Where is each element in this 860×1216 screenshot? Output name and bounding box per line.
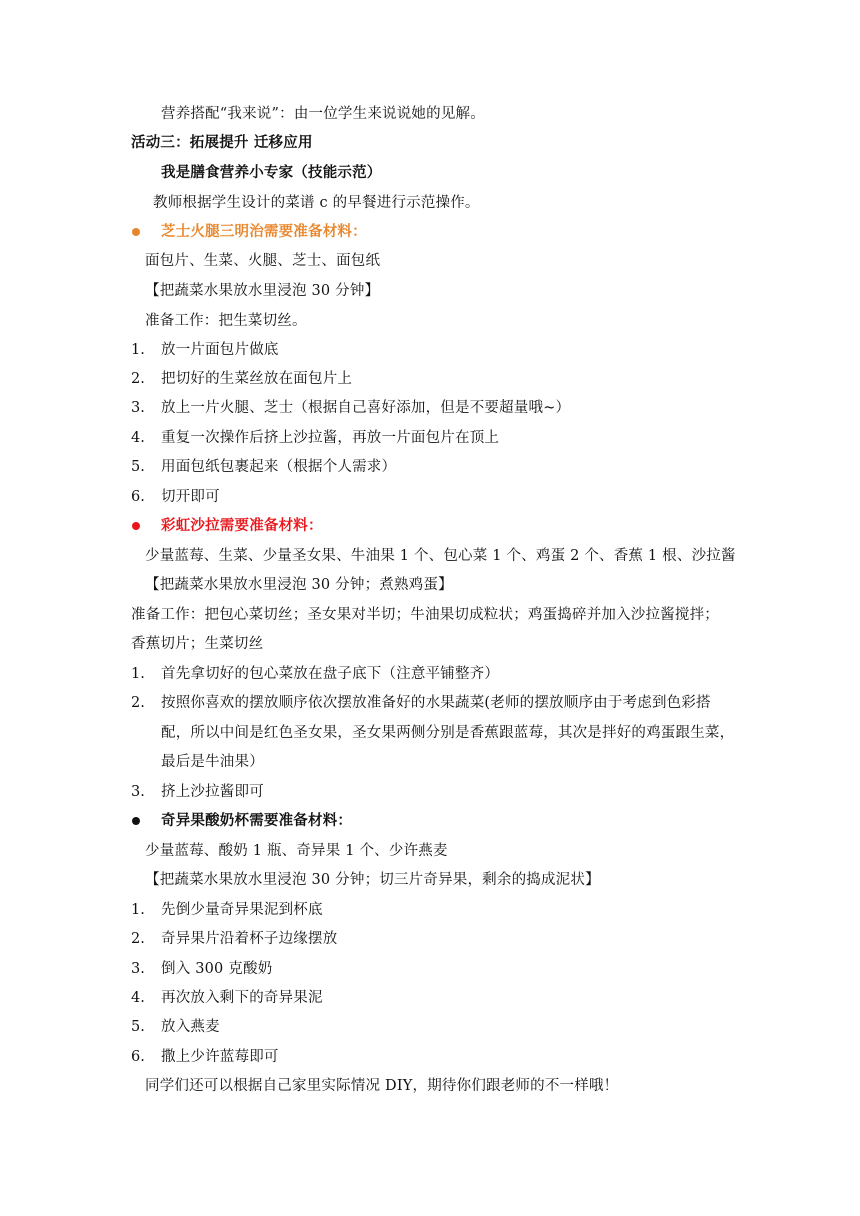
recipe-1-title: 芝士火腿三明治需要准备材料： bbox=[161, 223, 367, 240]
activity-three-heading: 活动三：拓展提升 迁移应用 bbox=[131, 134, 313, 151]
step-number: 2. bbox=[131, 931, 145, 947]
step-number: 3. bbox=[131, 961, 145, 977]
recipe-2-ingredients: 少量蓝莓、生菜、少量圣女果、牛油果 1 个、包心菜 1 个、鸡蛋 2 个、香蕉 1 根、沙拉酱 bbox=[145, 548, 736, 564]
step-number: 6. bbox=[131, 1049, 145, 1065]
recipe-2-step-2-line-3: 最后是牛油果） bbox=[161, 754, 264, 770]
recipe-3-step-1: 先倒少量奇异果泥到杯底 bbox=[161, 902, 323, 918]
step-number: 5. bbox=[131, 459, 145, 475]
recipe-1-step-1: 放一片面包片做底 bbox=[161, 342, 279, 358]
closing-text: 同学们还可以根据自己家里实际情况 DIY，期待你们跟老师的不一样哦！ bbox=[145, 1078, 619, 1094]
activity-three-intro: 教师根据学生设计的菜谱 c 的早餐进行示范操作。 bbox=[153, 195, 480, 211]
recipe-1-step-6: 切开即可 bbox=[161, 489, 220, 505]
recipe-2-step-2-line-2: 配，所以中间是红色圣女果，圣女果两侧分别是香蕉跟蓝莓，其次是拌好的鸡蛋跟生菜， bbox=[161, 725, 735, 741]
recipe-3-step-3: 倒入 300 克酸奶 bbox=[161, 961, 273, 977]
step-number: 6. bbox=[131, 489, 145, 505]
recipe-2-step-3: 挤上沙拉酱即可 bbox=[161, 784, 264, 800]
recipe-3-step-6: 撒上少许蓝莓即可 bbox=[161, 1049, 279, 1065]
step-number: 1. bbox=[131, 666, 145, 682]
bullet-icon bbox=[132, 522, 140, 530]
step-number: 3. bbox=[131, 400, 145, 416]
recipe-2-prep-line-2: 香蕉切片；生菜切丝 bbox=[131, 636, 264, 652]
step-number: 2. bbox=[131, 695, 145, 711]
step-number: 1. bbox=[131, 342, 145, 358]
step-number: 4. bbox=[131, 990, 145, 1006]
recipe-1-step-2: 把切好的生菜丝放在面包片上 bbox=[161, 371, 353, 387]
recipe-1-ingredients: 面包片、生菜、火腿、芝士、面包纸 bbox=[145, 253, 381, 269]
bullet-icon bbox=[132, 817, 140, 825]
step-number: 1. bbox=[131, 902, 145, 918]
recipe-2-note: 【把蔬菜水果放水里浸泡 30 分钟；煮熟鸡蛋】 bbox=[145, 577, 453, 593]
recipe-2-step-1: 首先拿切好的包心菜放在盘子底下（注意平铺整齐） bbox=[161, 666, 500, 682]
recipe-1-prep: 准备工作：把生菜切丝。 bbox=[145, 313, 307, 329]
recipe-3-title: 奇异果酸奶杯需要准备材料： bbox=[161, 812, 353, 829]
recipe-1-step-5: 用面包纸包裹起来（根据个人需求） bbox=[161, 459, 397, 475]
step-number: 2. bbox=[131, 371, 145, 387]
activity-two-tail: 营养搭配“我来说”：由一位学生来说说她的见解。 bbox=[161, 106, 485, 122]
step-number: 3. bbox=[131, 784, 145, 800]
recipe-3-step-2: 奇异果片沿着杯子边缘摆放 bbox=[161, 931, 338, 947]
recipe-3-ingredients: 少量蓝莓、酸奶 1 瓶、奇异果 1 个、少许燕麦 bbox=[145, 843, 448, 859]
recipe-2-step-2-line-1: 按照你喜欢的摆放顺序依次摆放准备好的水果蔬菜(老师的摆放顺序由于考虑到色彩搭 bbox=[161, 695, 711, 711]
recipe-3-note: 【把蔬菜水果放水里浸泡 30 分钟；切三片奇异果，剩余的捣成泥状】 bbox=[145, 872, 600, 888]
recipe-2-title: 彩虹沙拉需要准备材料： bbox=[161, 517, 323, 534]
recipe-1-step-3: 放上一片火腿、芝士（根据自己喜好添加，但是不要超量哦~） bbox=[161, 400, 571, 416]
recipe-1-step-4: 重复一次操作后挤上沙拉酱，再放一片面包片在顶上 bbox=[161, 430, 500, 446]
recipe-3-step-4: 再次放入剩下的奇异果泥 bbox=[161, 990, 323, 1006]
step-number: 4. bbox=[131, 430, 145, 446]
recipe-3-step-5: 放入燕麦 bbox=[161, 1019, 220, 1035]
bullet-icon bbox=[132, 228, 140, 236]
activity-three-subheading: 我是膳食营养小专家（技能示范） bbox=[161, 164, 382, 181]
recipe-2-prep-line-1: 准备工作：把包心菜切丝；圣女果对半切；牛油果切成粒状；鸡蛋捣碎并加入沙拉酱搅拌； bbox=[131, 607, 719, 623]
step-number: 5. bbox=[131, 1019, 145, 1035]
recipe-1-note: 【把蔬菜水果放水里浸泡 30 分钟】 bbox=[145, 283, 380, 299]
